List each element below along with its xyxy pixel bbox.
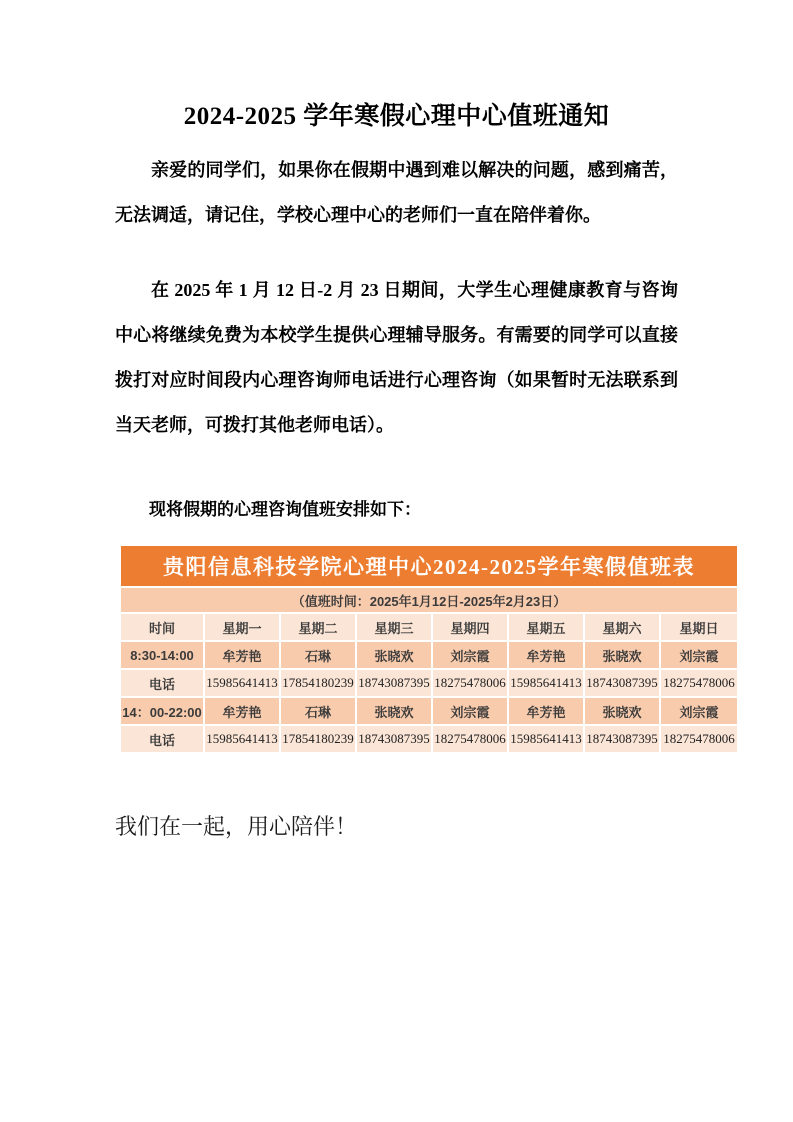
cell-counselor: 刘宗霞 [660,641,738,669]
col-header-tuesday: 星期二 [280,613,356,641]
cell-phone-number: 15985641413 [204,669,280,697]
cell-shift-time: 8:30-14:00 [120,641,204,669]
cell-phone-number: 18743087395 [584,725,660,753]
cell-phone-label: 电话 [120,669,204,697]
cell-phone-number: 18743087395 [356,669,432,697]
cell-phone-number: 18743087395 [584,669,660,697]
cell-phone-number: 17854180239 [280,669,356,697]
table-row-morning-shift [120,641,738,669]
schedule-intro: 现将假期的心理咨询值班安排如下： [149,500,421,519]
cell-counselor: 张晓欢 [356,697,432,725]
cell-phone-number: 15985641413 [508,725,584,753]
closing-line: 我们在一起，用心陪伴！ [115,814,358,839]
paragraph-service-info: 在 2025 年 1 月 12 日-2 月 23 日期间，大学生心理健康教育与咨询中心将继续免费为本校学生提供心理辅导服务。有需要的同学可以直接拨打对应时间段内心理咨询师电话进行心理咨询（如果暂时无法联系到当天老师，可拨打其他老师电话）。 [115,280,678,435]
duty-schedule-table [119,544,739,754]
col-header-time: 时间 [120,613,204,641]
col-header-thursday: 星期四 [432,613,508,641]
cell-shift-time: 14：00-22:00 [120,697,204,725]
paragraph-greeting: 亲爱的同学们，如果你在假期中遇到难以解决的问题，感到痛苦，无法调适，请记住，学校心理中心的老师们一直在陪伴着你。 [115,160,678,225]
col-header-friday: 星期五 [508,613,584,641]
table-row-evening-shift [120,697,738,725]
cell-counselor: 牟芳艳 [204,641,280,669]
cell-phone-number: 18275478006 [432,669,508,697]
cell-counselor: 张晓欢 [584,641,660,669]
cell-counselor: 张晓欢 [584,697,660,725]
table-row-morning-phone [120,669,738,697]
table-title-row [120,545,738,587]
cell-counselor: 刘宗霞 [432,641,508,669]
table-title: 贵阳信息科技学院心理中心2024-2025学年寒假值班表 [120,545,738,587]
cell-phone-number: 18275478006 [660,669,738,697]
col-header-wednesday: 星期三 [356,613,432,641]
cell-phone-number: 17854180239 [280,725,356,753]
cell-counselor: 牟芳艳 [508,641,584,669]
cell-phone-number: 18275478006 [660,725,738,753]
col-header-saturday: 星期六 [584,613,660,641]
cell-counselor: 牟芳艳 [508,697,584,725]
col-header-sunday: 星期日 [660,613,738,641]
table-header-row [120,613,738,641]
cell-phone-number: 18743087395 [356,725,432,753]
cell-phone-number: 15985641413 [204,725,280,753]
cell-counselor: 牟芳艳 [204,697,280,725]
table-subtitle: （值班时间：2025年1月12日-2025年2月23日） [120,587,738,613]
table-row-evening-phone [120,725,738,753]
cell-counselor: 刘宗霞 [660,697,738,725]
table-subtitle-row [120,587,738,613]
cell-counselor: 石琳 [280,697,356,725]
cell-counselor: 石琳 [280,641,356,669]
cell-phone-number: 18275478006 [432,725,508,753]
cell-phone-label: 电话 [120,725,204,753]
cell-counselor: 刘宗霞 [432,697,508,725]
cell-counselor: 张晓欢 [356,641,432,669]
page-title: 2024-2025 学年寒假心理中心值班通知 [183,103,610,130]
cell-phone-number: 15985641413 [508,669,584,697]
col-header-monday: 星期一 [204,613,280,641]
